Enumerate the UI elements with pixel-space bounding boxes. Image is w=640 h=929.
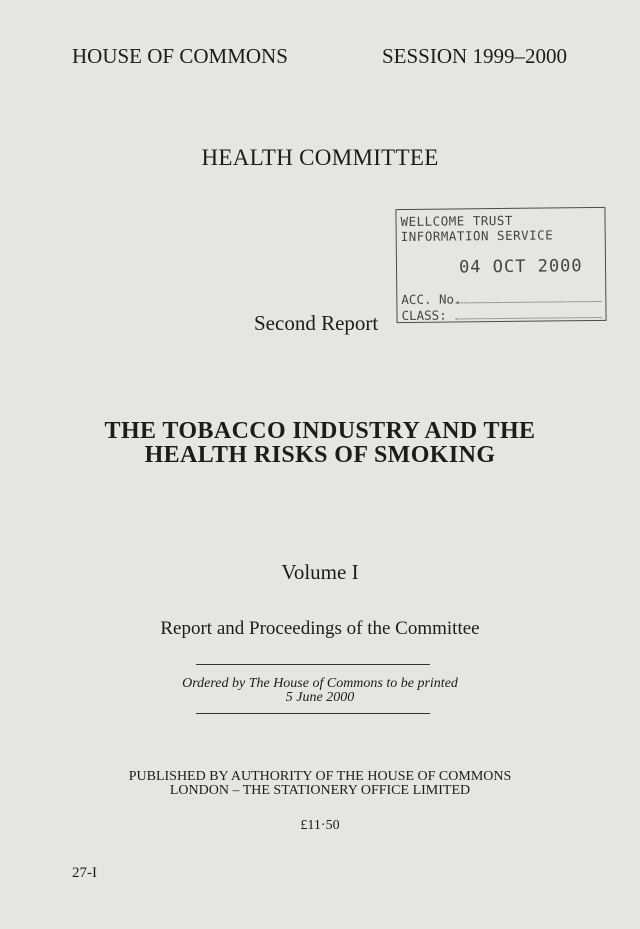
report-title-line-1: THE TOBACCO INDUSTRY AND THE bbox=[104, 418, 536, 444]
report-title-line-2: HEALTH RISKS OF SMOKING bbox=[144, 442, 496, 468]
divider-top bbox=[196, 664, 430, 665]
committee-name: HEALTH COMMITTEE bbox=[201, 145, 439, 170]
volume-label: Volume I bbox=[281, 560, 359, 584]
publisher-line-1: PUBLISHED BY AUTHORITY OF THE HOUSE OF COMMONS bbox=[128, 769, 512, 784]
house-of-commons-heading: HOUSE OF COMMONS bbox=[72, 44, 288, 68]
library-stamp bbox=[395, 207, 606, 323]
price: £11·50 bbox=[300, 818, 340, 833]
divider-bottom bbox=[196, 713, 430, 714]
stamp-class-label: CLASS: bbox=[401, 307, 447, 324]
stamp-title: WELLCOME TRUST INFORMATION SERVICE bbox=[400, 212, 554, 245]
session-heading: SESSION 1999–2000 bbox=[382, 44, 567, 68]
stamp-acc-line bbox=[455, 301, 601, 304]
report-subtitle: Report and Proceedings of the Committee bbox=[160, 618, 480, 639]
stamp-date: 04 OCT 2000 bbox=[458, 256, 583, 278]
order-line-1: Ordered by The House of Commons to be printed bbox=[182, 676, 458, 691]
stamp-class-line bbox=[456, 317, 602, 320]
stamp-acc-label: ACC. No. bbox=[401, 291, 462, 308]
report-number: Second Report bbox=[254, 311, 379, 335]
publisher-line-2: LONDON – THE STATIONERY OFFICE LIMITED bbox=[169, 783, 471, 798]
document-number: 27-I bbox=[72, 865, 97, 881]
order-date: 5 June 2000 bbox=[285, 690, 355, 705]
